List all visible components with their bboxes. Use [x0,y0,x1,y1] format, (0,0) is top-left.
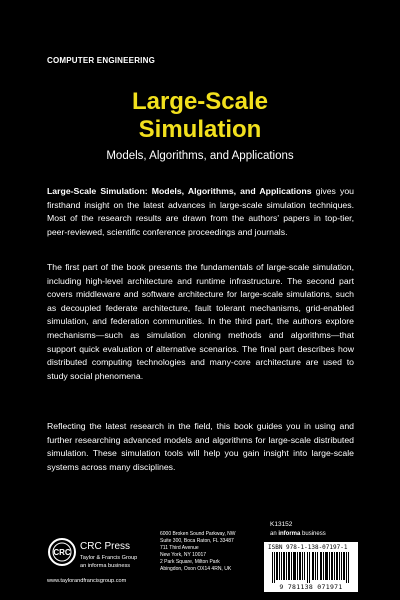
book-subtitle: Models, Algorithms, and Applications [106,150,294,162]
address-line: Abingdon, Oxon OX14 4RN, UK [160,566,232,572]
isbn-label: ISBN 978-1-138-07197-1 [268,544,348,551]
publisher-group: Taylor & Francis Group [80,555,138,561]
product-code: K13152 [270,521,293,528]
barcode-icon [272,552,350,583]
publisher-url: www.taylorandfrancisgroup.com [47,578,127,584]
publisher-address [160,531,260,573]
informa-brand: informa [278,531,301,537]
informa-suffix: business [300,531,326,537]
description-paragraph-3: Reflecting the latest research in the field, this book guides you in using and further researching advanced models and algorithms for large-scale distributed simulation. These simulation tools will help you gain insight into large-scale systems across many disciplines. [47,421,354,472]
description-bold-title: Large-Scale Simulation: Models, Algorithms, and Applications [47,186,312,196]
category-label: COMPUTER ENGINEERING [47,56,156,65]
description-paragraph-1 [47,185,354,239]
svg-text:CRC: CRC [53,548,71,557]
informa-business-label [270,531,326,537]
informa-prefix: an [270,531,279,537]
publisher-name: CRC Press [80,541,131,552]
barcode-digits: 9 781138 071971 [279,583,343,591]
address-line: New York, NY 10017 [160,552,207,558]
description-paragraph-2: The first part of the book presents the fundamentals of large-scale simulation, including high-level architecture and runtime infrastructure. The second part covers middleware and software architecture for large-scale simulations, such as decoupled federate architecture, fault tolerant mechanisms, grid-enabled simulation, and federation communities. In the third part, the authors explore mechanisms—such as simulation cloning methods and algorithms—that support quick evaluation of alternative scenarios. The final part describes how distributed computing technologies and many-core architecture are used to study social phenomena. [47,262,354,381]
barcode-box [264,542,358,592]
description-paragraph-1-text: gives you firsthand insight on the latest advances in large-scale simulation techniques. Most of the research results are drawn from the authors' papers in top-tier, peer-reviewed, scientific conference proceedings and journals. [47,186,354,237]
address-line: 711 Third Avenue [160,545,199,551]
publisher-informa: an informa business [80,563,131,569]
address-line: 2 Park Square, Milton Park [160,559,220,565]
address-line: 6000 Broken Sound Parkway, NW [160,531,236,537]
book-title-line1: Large-Scale [131,88,269,115]
address-line: Suite 300, Boca Raton, FL 33487 [160,538,234,544]
book-title-line2: Simulation [138,116,262,143]
crc-logo-icon [47,537,77,567]
